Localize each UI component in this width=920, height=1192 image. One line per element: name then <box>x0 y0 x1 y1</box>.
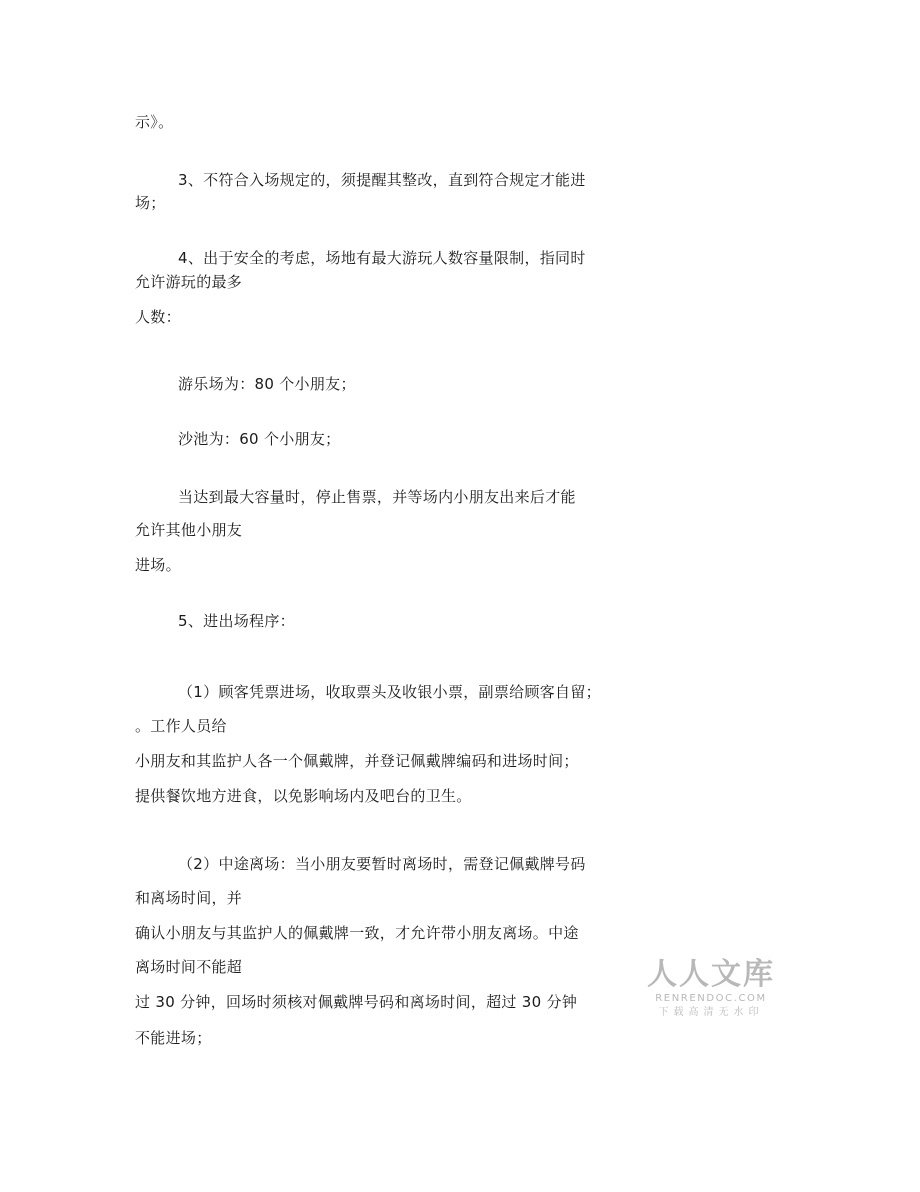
text-line: 人数： <box>135 308 181 326</box>
text-line: 确认小朋友与其监护人的佩戴牌一致，才允许带小朋友离场。中途 <box>135 924 579 942</box>
text-line: 允许游玩的最多 <box>135 273 243 291</box>
text-line: 过 30 分钟，回场时须核对佩戴牌号码和离场时间，超过 30 分钟 <box>135 993 578 1011</box>
text-line: 示》。 <box>135 113 174 131</box>
text-line: 沙池为：60 个小朋友； <box>178 430 341 448</box>
watermark-subtitle: 下载高清无水印 <box>658 1007 764 1018</box>
text-line: 5、进出场程序： <box>178 612 295 630</box>
text-line: 。工作人员给 <box>135 717 227 735</box>
watermark-domain: RENRENDOC.COM <box>655 993 767 1004</box>
text-line: 小朋友和其监护人各一个佩戴牌，并登记佩戴牌编码和进场时间； <box>135 752 579 770</box>
text-line: 提供餐饮地方进食，以免影响场内及吧台的卫生。 <box>135 787 472 805</box>
text-line: 不能进场； <box>135 1029 212 1047</box>
text-line: 4、出于安全的考虑，场地有最大游玩人数容量限制，指同时 <box>178 249 586 267</box>
text-line: （1）顾客凭票进场，收取票头及收银小票，副票给顾客自留； <box>178 683 601 701</box>
text-line: 3、不符合入场规定的，须提醒其整改，直到符合规定才能进 <box>178 171 586 189</box>
text-line: 离场时间不能超 <box>135 958 243 976</box>
text-line: 进场。 <box>135 556 181 574</box>
text-line: 和离场时间，并 <box>135 889 243 907</box>
watermark-title: 人人文库 <box>647 957 775 992</box>
text-line: 场； <box>135 194 166 212</box>
text-line: （2）中途离场：当小朋友要暂时离场时，需登记佩戴牌号码 <box>178 855 586 873</box>
text-line: 游乐场为：80 个小朋友； <box>178 375 356 393</box>
text-line: 允许其他小朋友 <box>135 521 243 539</box>
text-line: 当达到最大容量时，停止售票，并等场内小朋友出来后才能 <box>178 488 576 506</box>
watermark-logo <box>646 958 776 1020</box>
